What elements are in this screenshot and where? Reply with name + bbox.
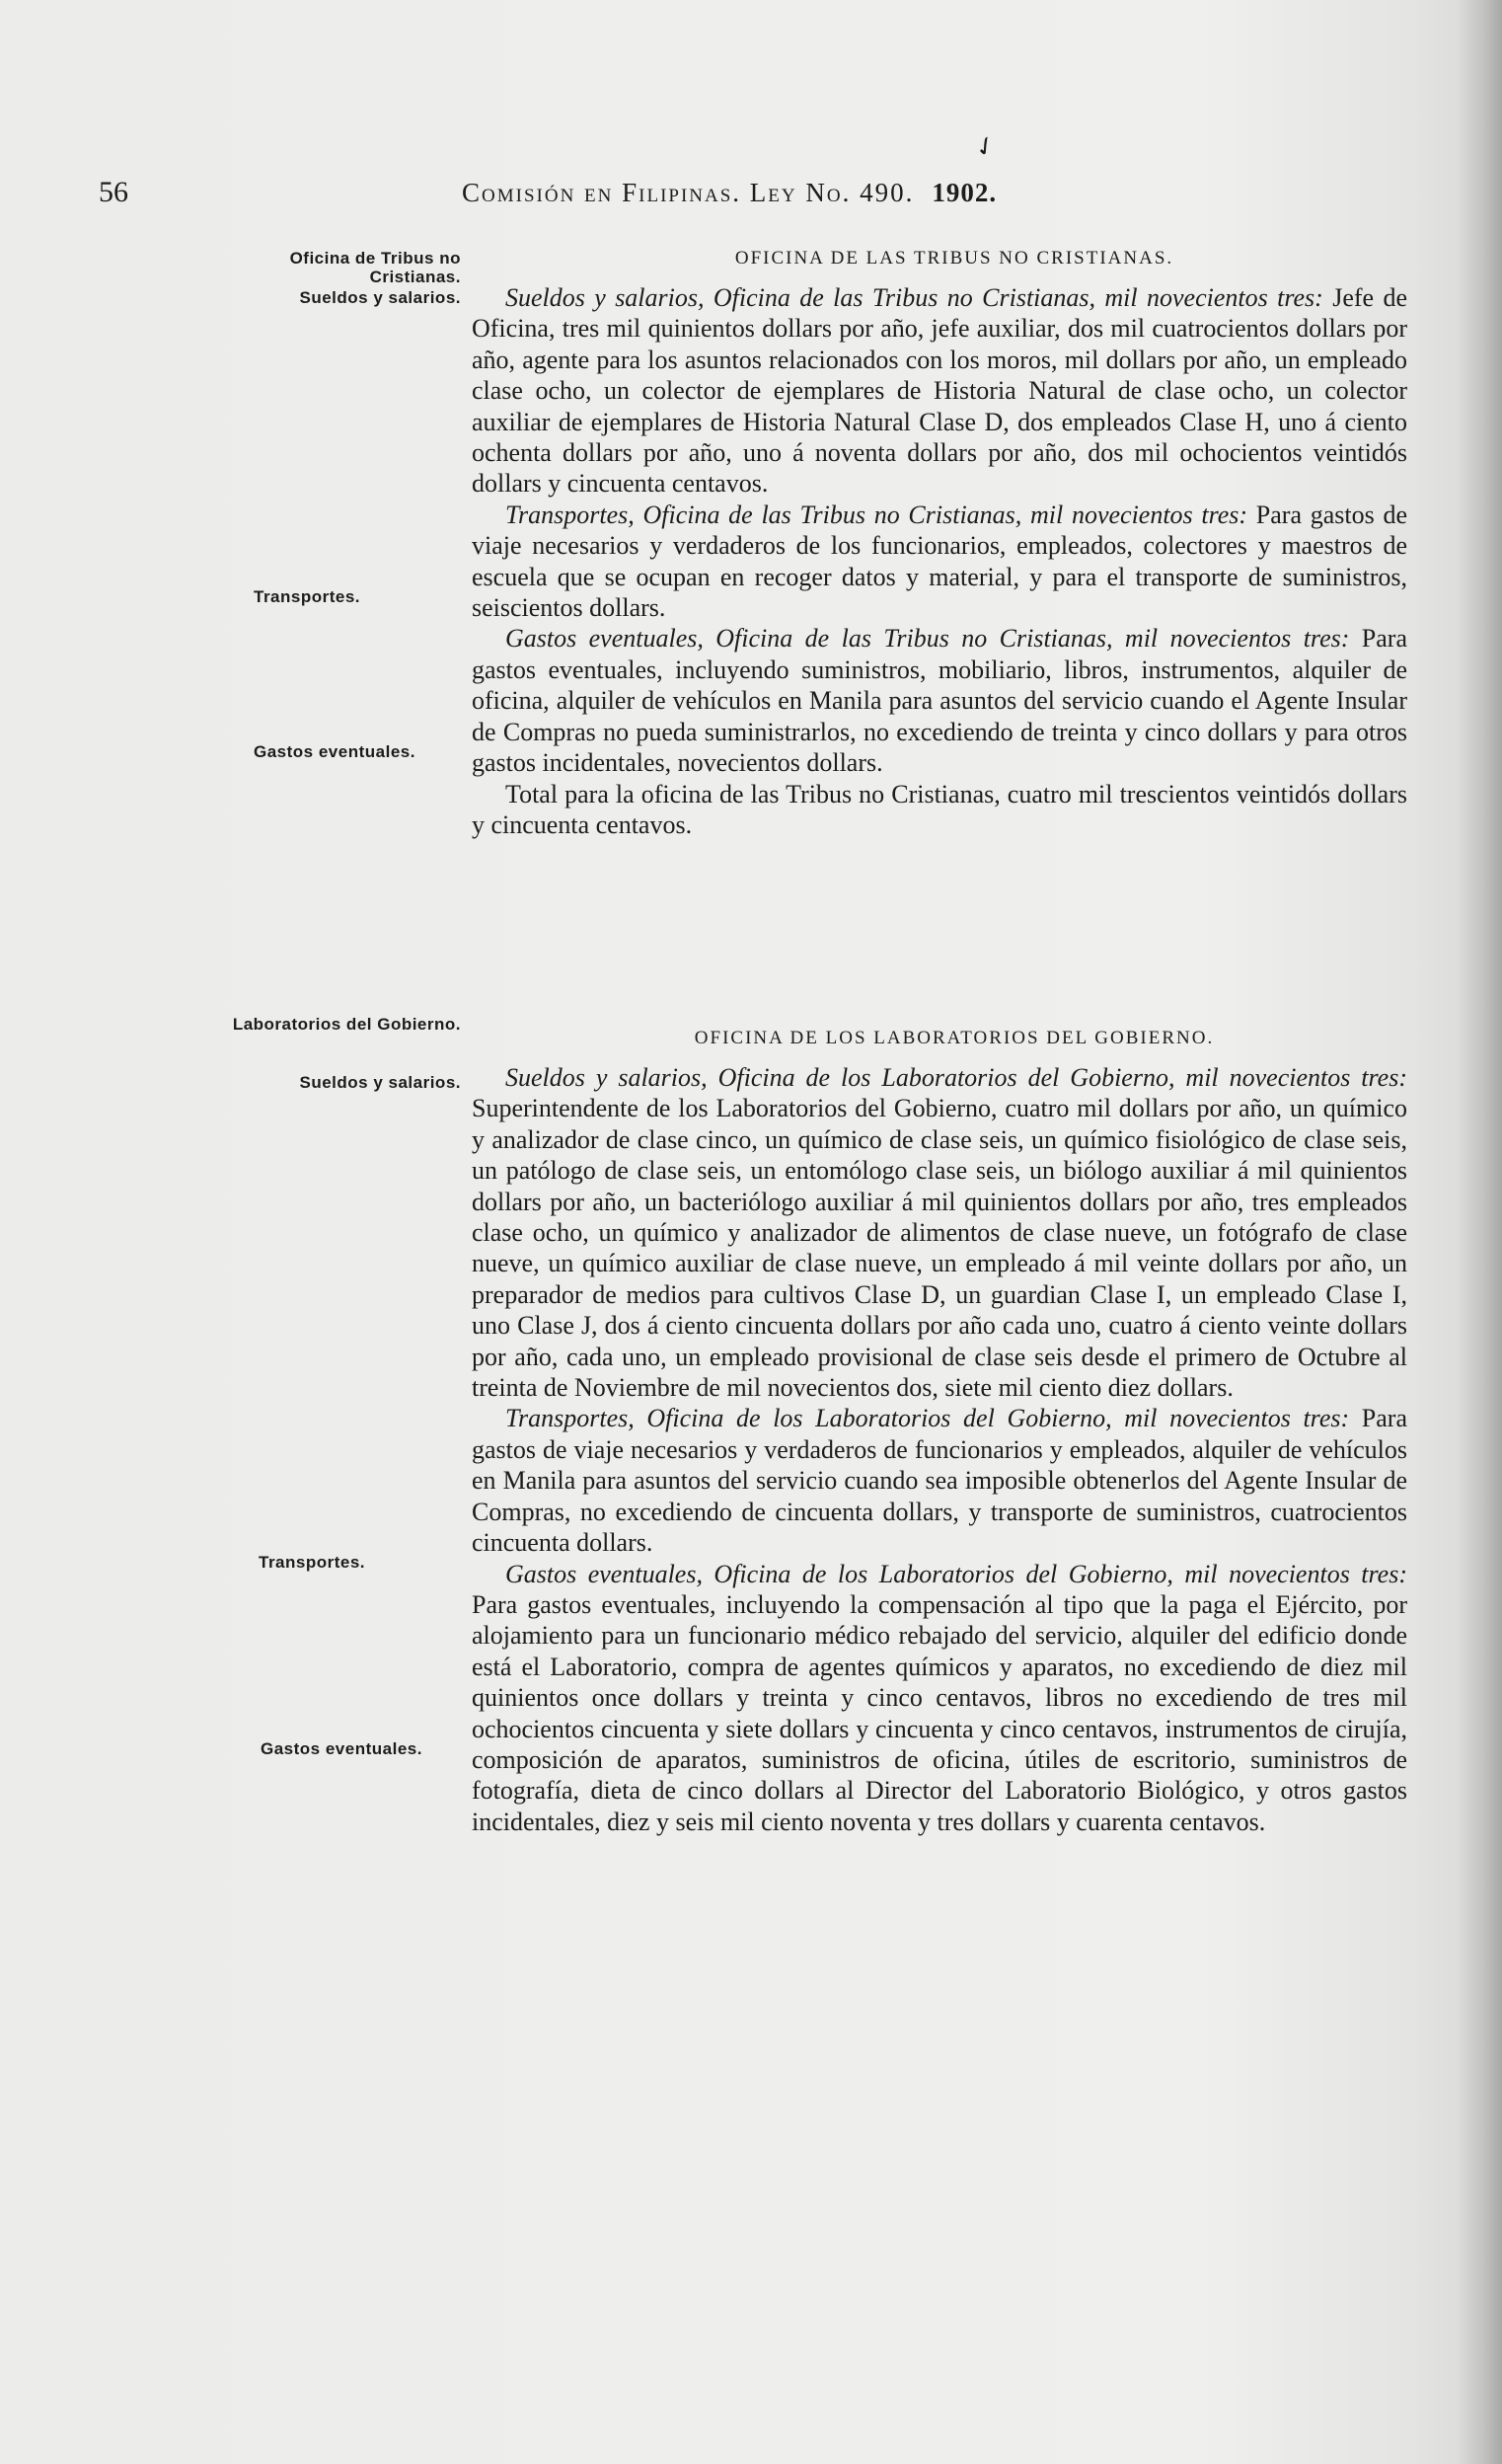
paragraph — [472, 500, 1407, 624]
margin-note: Transportes. — [259, 1553, 366, 1572]
running-title — [462, 178, 997, 208]
page-edge-shadow — [1457, 0, 1502, 2464]
margin-title: Oficina de Tribus no Cristianas. — [289, 249, 461, 286]
running-title-year: 1902. — [932, 178, 998, 207]
margin-note: Transportes. — [254, 587, 361, 606]
paragraph — [472, 623, 1407, 778]
margin-note: Sueldos y salarios. — [299, 1073, 461, 1092]
paragraph-body: Para gastos de viaje necesarios y verdaderos de funcionarios y empleados, alquiler de vehículos en Manila para asuntos del servicio cuando sea imposible obtenerlos del Agente Insular de Compras, no excediendo de cincuenta dollars, y transporte de suministros, cuatrocientos cincuenta dollars. — [472, 1404, 1407, 1558]
page-header — [99, 128, 1273, 221]
margin-note: Gastos eventuales. — [254, 742, 415, 761]
paragraph-total — [472, 779, 1407, 841]
margin-title: Laboratorios del Gobierno. — [232, 1015, 461, 1034]
paragraph — [472, 1062, 1407, 1403]
paragraph-lead: Sueldos y salarios, Oficina de las Tribus no Cristianas, mil novecientos tres: — [505, 283, 1323, 312]
running-title-text: Comisión en Filipinas. Ley No. 490. — [462, 178, 915, 207]
paragraph-body: Para gastos eventuales, incluyendo suministros, mobiliario, libros, instrumentos, alquiler de oficina, alquiler de vehículos en Manila para asuntos del servicio cuando el Agente Insular de Compras no pueda suministrarlos, no excediendo de treinta y cinco dollars y para otros gastos incidentales, novecientos dollars. — [472, 624, 1407, 778]
section-heading: OFICINA DE LOS LABORATORIOS DEL GOBIERNO. — [694, 1028, 1215, 1048]
section-tribus — [472, 247, 1407, 840]
paragraph-lead: Transportes, Oficina de los Laboratorios del Gobierno, mil novecientos tres: — [505, 1404, 1350, 1433]
paragraph-body: Total para la oficina de las Tribus no Cristianas, cuatro mil trescientos veintidós dollars y cincuenta centavos. — [472, 779, 1407, 839]
paragraph-lead: Gastos eventuales, Oficina de los Laboratorios del Gobierno, mil novecientos tres: — [505, 1559, 1407, 1588]
paragraph — [472, 1559, 1407, 1838]
margin-note: Gastos eventuales. — [261, 1739, 422, 1758]
paragraph — [472, 1403, 1407, 1558]
margin-note: Sueldos y salarios. — [299, 288, 461, 307]
paragraph-lead: Sueldos y salarios, Oficina de los Laboratorios del Gobierno, mil novecientos tres: — [505, 1063, 1407, 1092]
paragraph-body: Jefe de Oficina, tres mil quinientos dollars por año, jefe auxiliar, dos mil cuatrocientos dollars por año, agente para los asuntos relacionados con los moros, mil dollars por año, un empleado clase ocho, un colector de ejemplares de Historia Natural de clase ocho, un colector auxiliar de ejemplares de Historia Natural Clase D, dos empleados Clase H, uno á ciento ochenta dollars por año, uno á noventa dollars por año, dos mil ochocientos veintidós dollars y cincuenta centavos. — [472, 283, 1407, 499]
paragraph-lead: Gastos eventuales, Oficina de las Tribus no Cristianas, mil novecientos tres: — [505, 624, 1350, 654]
paragraph-body: Superintendente de los Laboratorios del Gobierno, cuatro mil dollars por año, un químico y analizador de clase cinco, un químico de clase seis, un químico fisiológico de clase seis, un patólogo de clase seis, un entomólogo clase seis, un biólogo auxiliar á mil quinientos dollars por año, un bacteriólogo auxiliar á mil quinientos dollars por año, tres empleados clase ocho, un químico y analizador de alimentos de clase nueve, un fotógrafo de clase nueve, un químico auxiliar de clase nueve, un empleado á mil veinte dollars por año, un preparador de medios para cultivos Clase D, un guardian Clase I, un empleado Clase I, uno Clase J, dos á ciento cincuenta dollars por año cada uno, cuatro á ciento veinte dollars por año, cada uno, un empleado provisional de clase seis desde el primero de Octubre al treinta de Noviembre de mil novecientos dos, siete mil ciento diez dollars. — [472, 1094, 1407, 1403]
page-number: 56 — [99, 176, 128, 208]
paragraph — [472, 282, 1407, 500]
check-mark-icon: ✓ — [968, 128, 1003, 165]
paragraph-body: Para gastos de viaje necesarios y verdaderos de los funcionarios, empleados, colectores y maestros de escuela que se ocupan en recoger datos y material, y para el transporte de suministros, seiscientos dollars. — [472, 500, 1407, 623]
section-laboratorios — [472, 1027, 1407, 1837]
paragraph-body: Para gastos eventuales, incluyendo la compensación al tipo que la paga el Ejército, por alojamiento para un funcionario médico rebajado del servicio, alquiler del edificio donde está el Laboratorio, compra de agentes químicos y aparatos, no excediendo de diez mil quinientos once dollars y treinta y cinco centavos, libros no excediendo de tres mil ochocientos cincuenta y siete dollars y cincuenta y cinco centavos, instrumentos de cirujía, composición de aparatos, suministros de oficina, útiles de escritorio, suministros de fotografía, dieta de cinco dollars al Director del Laboratorio Biológico, y otros gastos incidentales, diez y seis mil ciento noventa y tres dollars y cuarenta centavos. — [472, 1589, 1407, 1836]
paragraph-lead: Transportes, Oficina de las Tribus no Cristianas, mil novecientos tres: — [505, 500, 1248, 529]
section-heading: OFICINA DE LAS TRIBUS NO CRISTIANAS. — [734, 248, 1174, 269]
